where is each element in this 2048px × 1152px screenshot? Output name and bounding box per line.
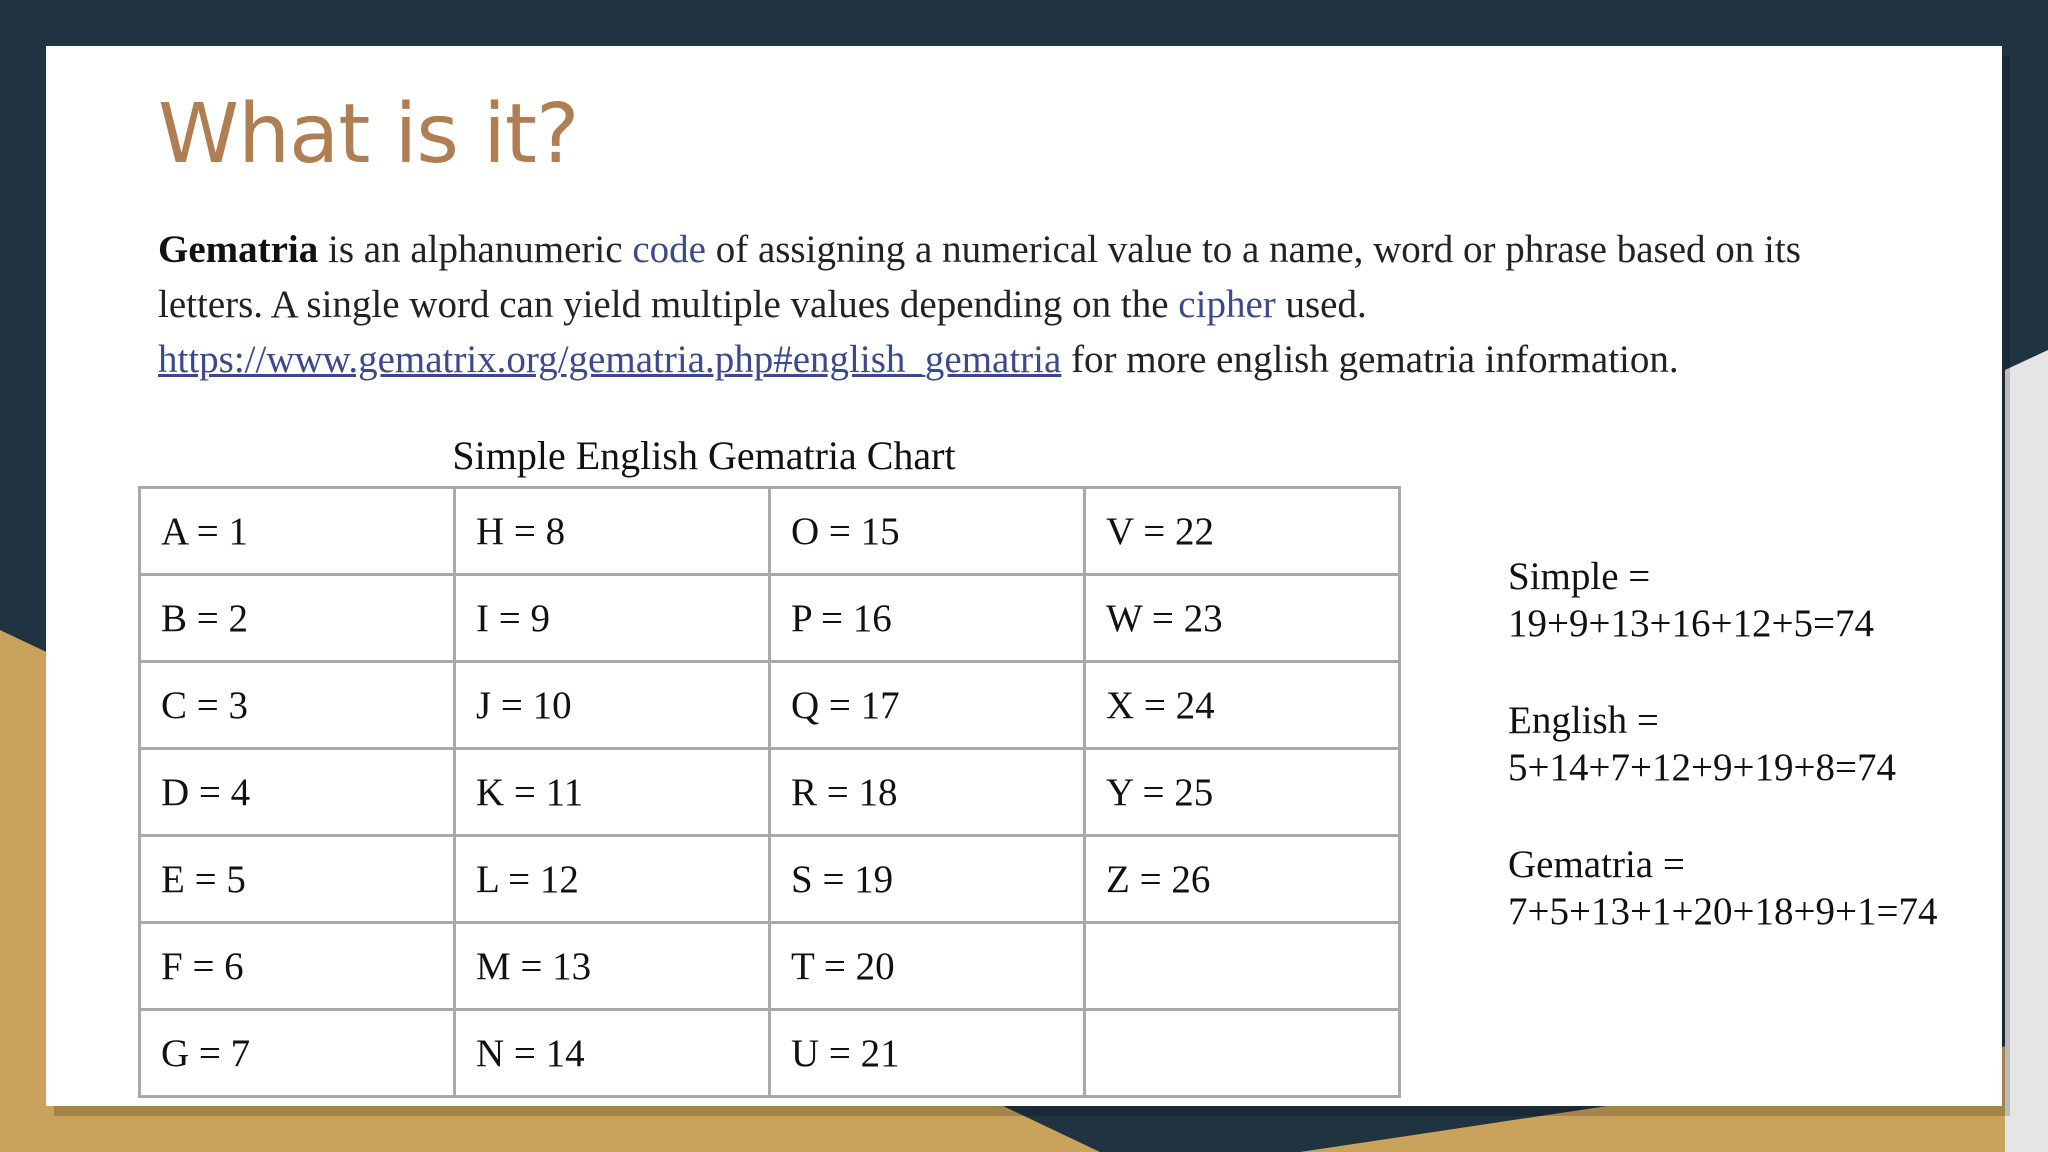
calculation-label: English =	[1508, 699, 1659, 742]
table-row	[140, 749, 1400, 836]
table-row	[140, 1010, 1400, 1097]
calculation-label: Gematria =	[1508, 843, 1685, 886]
code-link[interactable]: code	[632, 228, 706, 271]
table-row	[140, 488, 1400, 575]
cipher-link[interactable]: cipher	[1178, 283, 1276, 326]
table-cell: S = 19	[770, 836, 1085, 923]
table-row	[140, 923, 1400, 1010]
gematrix-url-link[interactable]: https://www.gematrix.org/gematria.php#english_gematria	[158, 338, 1062, 381]
gematria-table-body	[140, 488, 1400, 1097]
table-cell: J = 10	[455, 662, 770, 749]
calculation-formula: 5+14+7+12+9+19+8=74	[1508, 746, 1896, 789]
table-cell: H = 8	[455, 488, 770, 575]
calculation-block	[1508, 841, 1937, 935]
table-cell: O = 15	[770, 488, 1085, 575]
table-row	[140, 575, 1400, 662]
intro-text-2: of assigning a numerical value to a name, word or phrase based on its letters. A single word can yield multiple values depending on the	[158, 228, 1801, 326]
table-row	[140, 836, 1400, 923]
intro-paragraph	[158, 222, 1858, 387]
table-cell	[1085, 923, 1400, 1010]
table-cell: K = 11	[455, 749, 770, 836]
intro-text-4: for more english gematria information.	[1061, 338, 1679, 381]
table-cell: T = 20	[770, 923, 1085, 1010]
table-cell: N = 14	[455, 1010, 770, 1097]
table-cell: F = 6	[140, 923, 455, 1010]
slide-title: What is it?	[158, 87, 579, 182]
table-cell: V = 22	[1085, 488, 1400, 575]
table-cell: G = 7	[140, 1010, 455, 1097]
intro-term: Gematria	[158, 228, 319, 271]
table-cell: Y = 25	[1085, 749, 1400, 836]
calculation-formula: 7+5+13+1+20+18+9+1=74	[1508, 890, 1938, 933]
table-cell: E = 5	[140, 836, 455, 923]
table-cell: W = 23	[1085, 575, 1400, 662]
table-cell: D = 4	[140, 749, 455, 836]
table-cell: L = 12	[455, 836, 770, 923]
table-cell: I = 9	[455, 575, 770, 662]
chart-caption: Simple English Gematria Chart	[452, 433, 956, 478]
table-cell: U = 21	[770, 1010, 1085, 1097]
table-cell: B = 2	[140, 575, 455, 662]
calculation-block	[1508, 553, 1874, 647]
table-cell: A = 1	[140, 488, 455, 575]
calculation-formula: 19+9+13+16+12+5=74	[1508, 602, 1874, 645]
table-row	[140, 662, 1400, 749]
calculation-label: Simple =	[1508, 555, 1651, 598]
table-cell: X = 24	[1085, 662, 1400, 749]
calculation-block	[1508, 697, 1896, 791]
table-cell: Z = 26	[1085, 836, 1400, 923]
table-cell: C = 3	[140, 662, 455, 749]
table-cell: R = 18	[770, 749, 1085, 836]
gematria-table	[138, 486, 1401, 1098]
table-cell: M = 13	[455, 923, 770, 1010]
intro-text-1: is an alphanumeric	[318, 228, 633, 271]
table-cell	[1085, 1010, 1400, 1097]
table-cell: P = 16	[770, 575, 1085, 662]
intro-text-3: used.	[1275, 283, 1367, 326]
table-cell: Q = 17	[770, 662, 1085, 749]
